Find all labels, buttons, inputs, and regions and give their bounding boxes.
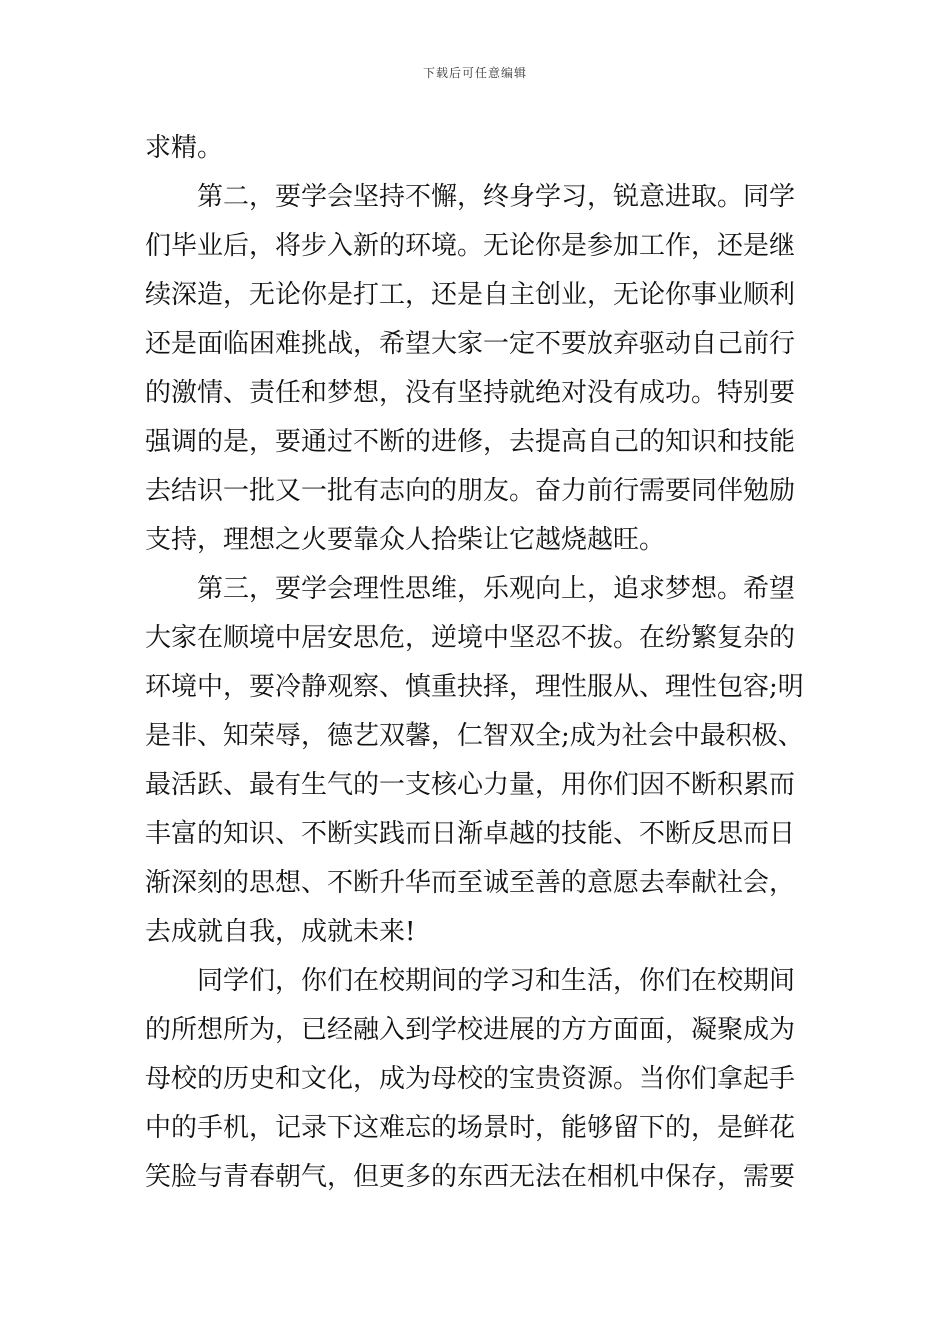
text-line: 去成就自我，成就未来! bbox=[145, 917, 416, 947]
text-line: 求精。 bbox=[145, 133, 224, 163]
text-line: 环境中，要冷静观察、慎重抉择，理性服从、理性包容;明 bbox=[145, 672, 804, 702]
text-line: 大家在顺境中居安思危，逆境中坚忍不拔。在纷繁复杂的 bbox=[145, 623, 796, 653]
text-line: 母校的历史和文化，成为母校的宝贵资源。当你们拿起手 bbox=[145, 1064, 796, 1094]
text-line: 笑脸与青春朝气，但更多的东西无法在相机中保存，需要 bbox=[145, 1162, 796, 1192]
text-line: 续深造，无论你是打工，还是自主创业，无论你事业顺利 bbox=[145, 280, 796, 310]
text-line: 丰富的知识、不断实践而日渐卓越的技能、不断反思而日 bbox=[145, 819, 796, 849]
text-line: 最活跃、最有生气的一支核心力量，用你们因不断积累而 bbox=[145, 770, 796, 800]
text-line: 强调的是，要通过不断的进修，去提高自己的知识和技能 bbox=[145, 427, 796, 457]
text-line: 的激情、责任和梦想，没有坚持就绝对没有成功。特别要 bbox=[145, 378, 796, 408]
page-header: 下载后可任意编辑 bbox=[422, 66, 527, 80]
text-line: 是非、知荣辱，德艺双馨，仁智双全;成为社会中最积极、 bbox=[145, 721, 804, 751]
text-line: 还是面临困难挑战，希望大家一定不要放弃驱动自己前行 bbox=[145, 329, 796, 359]
text-line: 们毕业后，将步入新的环境。无论你是参加工作，还是继 bbox=[145, 231, 796, 261]
document-body bbox=[145, 124, 805, 1202]
text-line: 第二，要学会坚持不懈，终身学习，锐意进取。同学 bbox=[145, 182, 796, 212]
text-line: 的所想所为，已经融入到学校进展的方方面面，凝聚成为 bbox=[145, 1015, 796, 1045]
text-line: 同学们，你们在校期间的学习和生活，你们在校期间 bbox=[145, 966, 796, 996]
text-line: 中的手机，记录下这难忘的场景时，能够留下的，是鲜花 bbox=[145, 1113, 796, 1143]
text-line: 第三，要学会理性思维，乐观向上，追求梦想。希望 bbox=[145, 574, 796, 604]
text-line: 支持，理想之火要靠众人拾柴让它越烧越旺。 bbox=[145, 525, 666, 555]
text-line: 渐深刻的思想、不断升华而至诚至善的意愿去奉献社会， bbox=[145, 868, 796, 898]
text-line: 去结识一批又一批有志向的朋友。奋力前行需要同伴勉励 bbox=[145, 476, 796, 506]
